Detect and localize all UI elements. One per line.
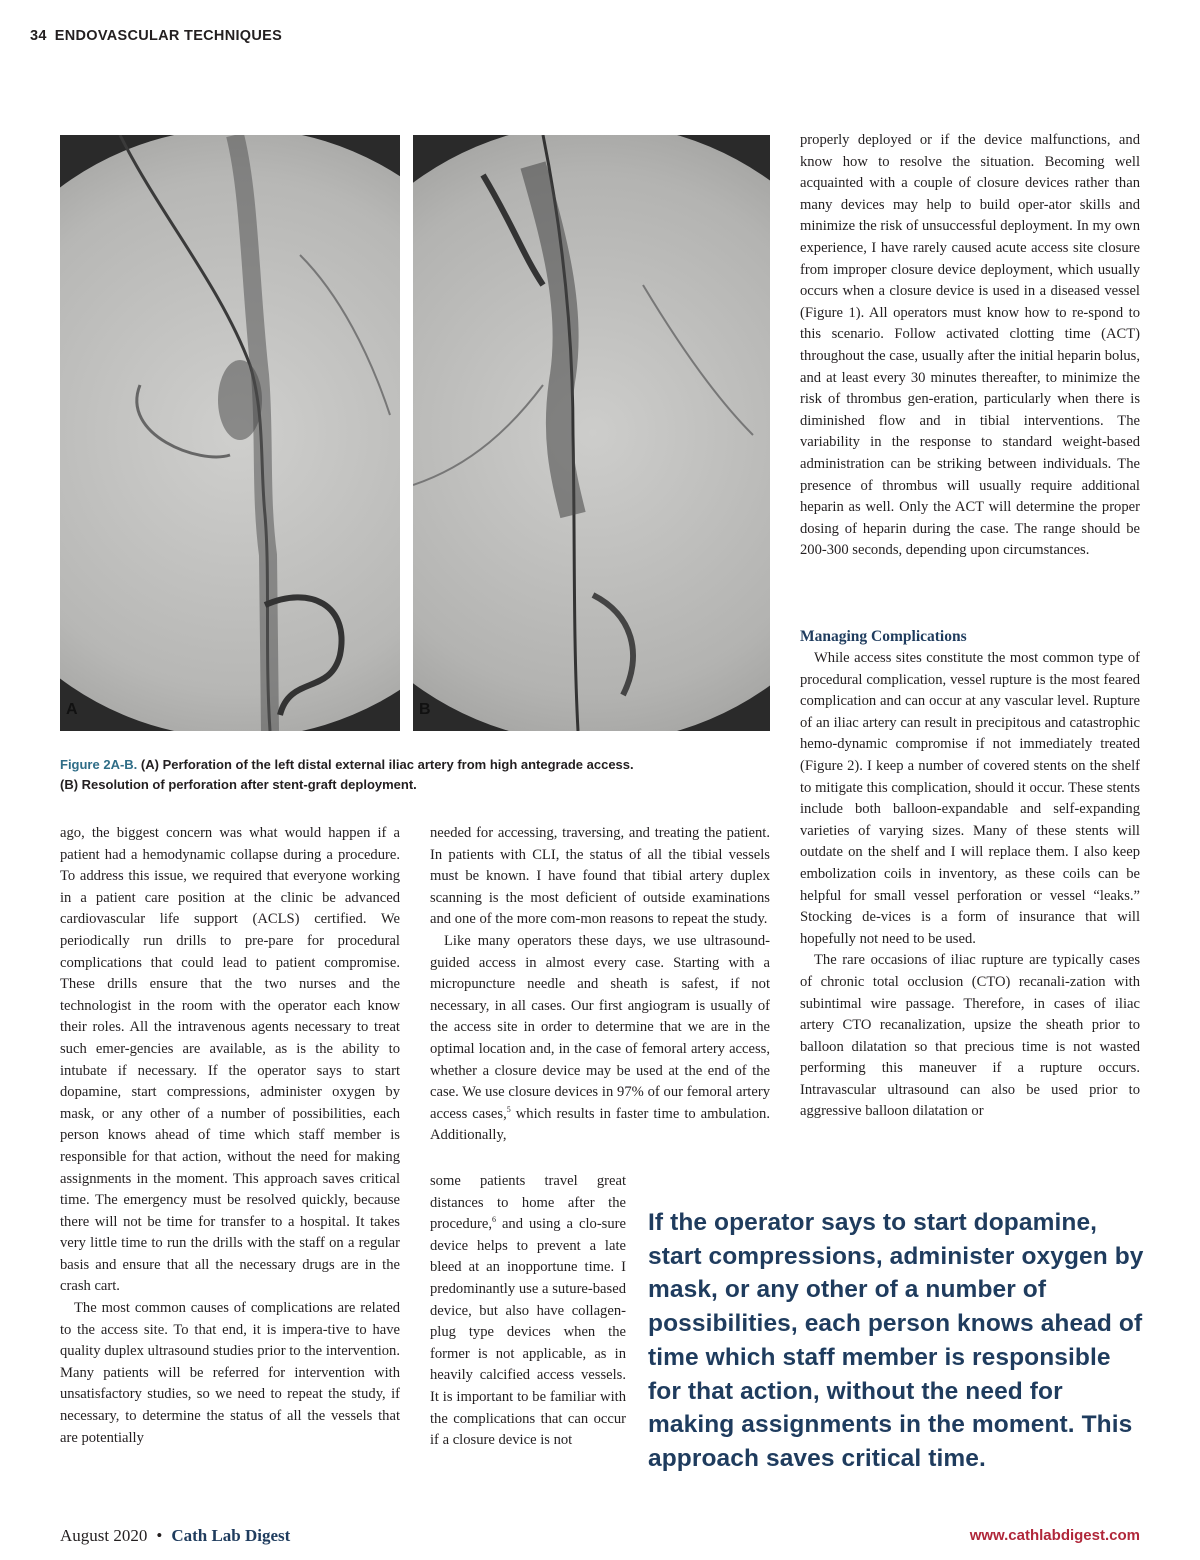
paragraph: The rare occasions of iliac rupture are typically cases of chronic total occlusion (CTO) recanali-zation with subintimal wire passage. Therefore, in cases of iliac artery CTO recanalization, upsize the sheath prior to balloon dilatation so that precious time is not wasted performing this maneuver if a rupture occurs. Intravascular ultrasound can also be used prior to aggressive balloon dilatation or — [800, 952, 1140, 1120]
paragraph-text: some patients travel great distances to home after the procedure, — [430, 1173, 626, 1233]
angiogram-a-image — [60, 135, 400, 731]
paragraph-text: Like many operators these days, we use ultrasound-guided access in almost every case. Starting with a micropuncture needle and sheath is safest, if not necessary, in all cases. Our first angiogram is usually of the access site in order to determine that we are in the optimal location and, in the case of femoral artery access, whether a closure device may be used at the end of the case. We use closure devices in 97% of our femoral artery access cases, — [430, 932, 770, 1122]
reference-superscript: 6 — [492, 1215, 496, 1225]
body-column-3 — [800, 130, 1140, 608]
paragraph: While access sites constitute the most common type of procedural complication, vessel rupture is the most feared complication and can occur at any vascular level. Rupture of an iliac artery can result in precipitous and catastrophic hemo-dynamic compromise if not immediately treated (Figure 2). I keep a number of covered stents on the shelf to mitigate this complication, should it occur. These stents include both balloon-expandable and self-expanding varieties of varying sizes. Many of these stents will outdate on the shelf and I will replace them. I also keep embolization coils in inventory, as these coils can be helpful for small vessel perforation or vessel “leaks.” Stocking de-vices is a form of insurance that will hopefully not need to be used. — [800, 650, 1140, 947]
paragraph — [430, 931, 770, 1147]
caption-text: (A) Perforation of the left distal external iliac artery from high antegrade access. — [140, 757, 634, 772]
panel-letter-b: B — [419, 701, 431, 718]
section-subheading: Managing Complications — [800, 628, 967, 645]
body-column-2-narrow — [430, 1171, 626, 1479]
paragraph: needed for accessing, traversing, and treating the patient. In patients with CLI, the status of all the tibial vessels must be known. I have found that tibial artery duplex scanning is the most deficient of outside examinations and one of the more com-mon reasons to repeat the study. — [430, 825, 770, 928]
paragraph: properly deployed or if the device malfunctions, and know how to resolve the situation. Becoming well acquainted with a couple of closure devices rather than many devices may help to build oper-ator skills and minimize the risk of unsuccessful deployment. In my own experience, I have rarely caused acute access site closure from improper closure device deployment, which usually occurs when a closure device is used in a diseased vessel (Figure 1). All operators must know how to re-spond to this scenario. Follow activated clotting time (ACT) throughout the case, usually after the initial heparin bolus, and at least every 30 minutes thereafter, to minimize the risk of thrombus gen-eration, particularly when there is diminished flow and in tibial interventions. The variability in the response to standard weight-based administration can be striking between individuals. The presence of thrombus will usually require additional heparin as well. Only the ACT will determine the proper dosing of heparin during the case. The range should be 200-300 seconds, depending upon circumstances. — [800, 132, 1140, 559]
reference-superscript: 5 — [506, 1104, 511, 1114]
caption-label: Figure 2A-B. — [60, 757, 138, 772]
body-column-1 — [60, 823, 400, 1479]
body-column-2 — [430, 823, 770, 1171]
footer-left — [60, 1526, 290, 1546]
paragraph: The most common causes of complications are related to the access site. To that end, it is impera-tive to have quality duplex ultrasound studies prior to the intervention. Many patients will be referred for intervention with unsatisfactory studies, so we need to repeat the study, if necessary, to determine the status of all the vessels that are potentially — [60, 1300, 400, 1446]
issue-date: August 2020 — [60, 1526, 148, 1545]
footer-separator: • — [156, 1526, 163, 1545]
paragraph-text: and using a clo-sure device helps to prevent a late bleed at an inopportune time. I predominantly use a suture-based device, but also have collagen-plug type devices when the former is not applicable, as in heavily calcified access vessels. It is important to be familiar with the complications that can occur if a closure device is not — [430, 1216, 626, 1449]
website-link[interactable]: www.cathlabdigest.com — [969, 1527, 1140, 1544]
figure-panel-b — [413, 135, 770, 731]
paragraph — [430, 1171, 626, 1452]
running-header — [30, 28, 282, 44]
caption-text-2: (B) Resolution of perforation after stent-graft deployment. — [60, 777, 417, 792]
panel-letter-a: A — [66, 701, 78, 718]
paragraph-text: which results in faster time to ambulation. Additionally, — [430, 1105, 770, 1144]
angiogram-b-image — [413, 135, 770, 731]
section-title: ENDOVASCULAR TECHNIQUES — [54, 28, 283, 44]
body-column-3-lower — [800, 626, 1140, 1174]
pull-quote: If the operator says to start dopamine, start compressions, administer oxygen by mask, or any other of a number of possibilities, each person knows ahead of time which staff member is responsible for that action, without the need for making assignments in the moment. This approach saves critical time. — [648, 1209, 1144, 1472]
figure-caption — [60, 755, 780, 795]
figure-panel-a — [60, 135, 400, 731]
publication-name: Cath Lab Digest — [171, 1526, 291, 1545]
paragraph: ago, the biggest concern was what would happen if a patient had a hemodynamic collapse during a procedure. To address this issue, we required that everyone working in a patient care position at the clinic be advanced cardiovascular life support (ACLS) certified. We periodically run drills to pre-pare for procedural complications that could lead to patient compromise. These drills ensure that the two nurses and the technologist in the room with the operator each know their roles. All the intravenous agents necessary to treat such emer-gencies are available, as is the ability to intubate if necessary. If the operator says to start dopamine, start compressions, administer oxygen by mask, or any other of a number of possibilities, each person knows ahead of time which staff member is responsible for that action, without the need for making assignments in the moment. This approach saves critical time. The emergency must be resolved quickly, because there will not be time for transfer to a hospital. It takes very little time to run the drills with the staff on a regular basis and ensure that all the necessary drugs are in the crash cart. — [60, 825, 400, 1295]
page-number: 34 — [30, 28, 47, 44]
